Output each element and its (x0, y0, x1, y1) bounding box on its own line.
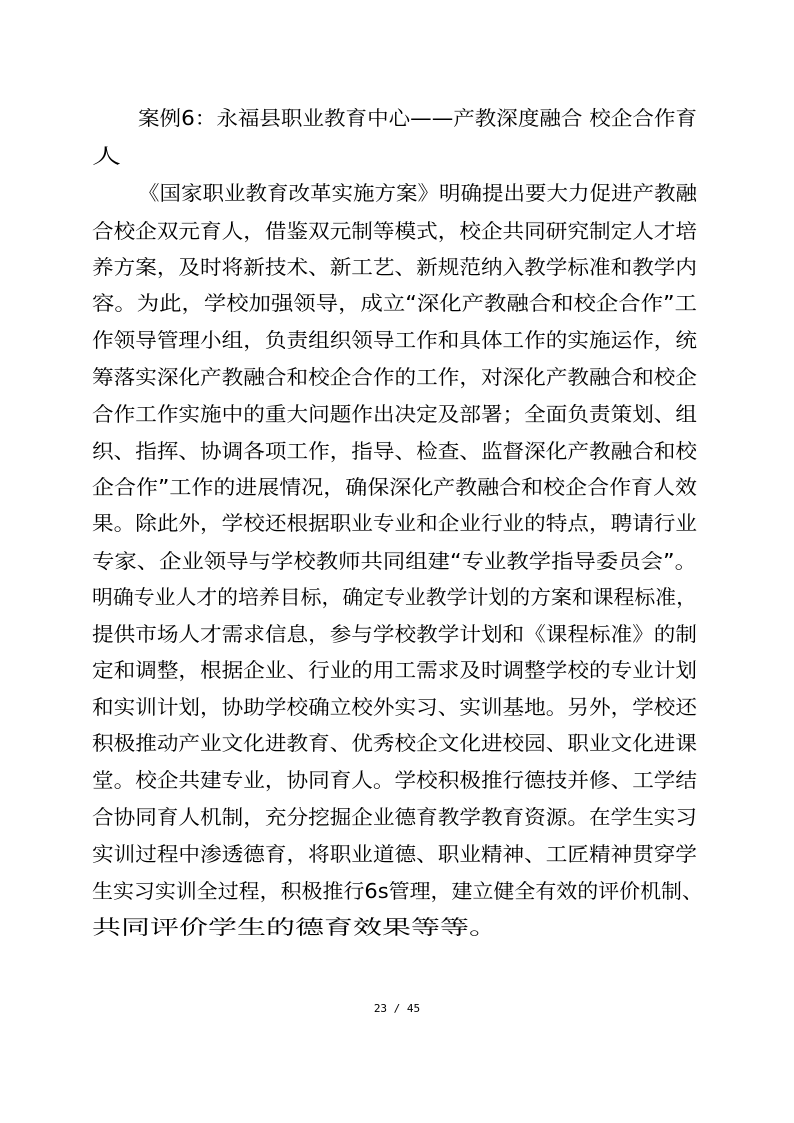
document-body-line (0, 544, 794, 578)
line-text: 养方案，及时将新技术、新工艺、新规范纳入教学标准和教学内 (92, 255, 698, 279)
document-body-line (0, 690, 794, 724)
line-text: 和实训计划，协助学校确立校外实习、实训基地。另外，学校还 (92, 695, 698, 719)
document-body-line (0, 214, 794, 248)
document-heading-line (0, 101, 794, 135)
line-text: 筹落实深化产教融合和校企合作的工作，对深化产教融合和校企 (92, 365, 698, 389)
line-text: 明确专业人才的培养目标，确定专业教学计划的方案和课程标准， (92, 585, 697, 609)
document-body-line (0, 360, 794, 394)
line-text: 案例6：永福县职业教育中心——产教深度融合 校企合作育 (138, 106, 698, 130)
document-body-line (0, 653, 794, 687)
document-body-line (0, 176, 794, 210)
line-text: 实训过程中渗透德育，将职业道德、职业精神、工匠精神贯穿学 (92, 842, 698, 866)
document-body-line (0, 580, 794, 614)
line-text: 人 (92, 144, 121, 168)
line-text: 定和调整，根据企业、行业的用工需求及时调整学校的专业计划 (92, 658, 698, 682)
line-text: 作领导管理小组，负责组织领导工作和具体工作的实施运作，统 (92, 328, 698, 352)
document-body-line (0, 617, 794, 651)
document-body-line (0, 434, 794, 468)
document-body-line (0, 286, 794, 320)
document-body-line (0, 837, 794, 871)
line-text: 《国家职业教育改革实施方案》明确提出要大力促进产教融 (138, 181, 697, 205)
line-text: 合作工作实施中的重大问题作出决定及部署；全面负责策划、组 (92, 402, 698, 426)
line-text: 果。除此外，学校还根据职业专业和企业行业的特点，聘请行业 (92, 511, 698, 535)
document-body-line (0, 874, 794, 908)
line-text: 提供市场人才需求信息，参与学校教学计划和《课程标准》的制 (92, 622, 698, 646)
line-text: 专家、企业领导与学校教师共同组建“专业教学指导委员会”。 (92, 549, 697, 573)
document-body-line (0, 397, 794, 431)
document-body-line (0, 763, 794, 797)
line-text: 容。为此，学校加强领导，成立“深化产教融合和校企合作”工 (92, 291, 697, 315)
line-text: 堂。校企共建专业，协同育人。学校积极推行德技并修、工学结 (92, 768, 698, 792)
line-text: 合校企双元育人，借鉴双元制等模式，校企共同研究制定人才培 (92, 219, 698, 243)
document-heading-line (0, 139, 794, 173)
document-body-line (0, 800, 794, 834)
line-text: 积极推动产业文化进教育、优秀校企文化进校园、职业文化进课 (92, 731, 698, 755)
line-text: 织、指挥、协调各项工作，指导、检查、监督深化产教融合和校 (92, 439, 698, 463)
document-body-line (0, 726, 794, 760)
line-text: 生实习实训全过程，积极推行6s管理，建立健全有效的评价机制、 (92, 879, 703, 903)
document-body-line (0, 323, 794, 357)
document-body-line (0, 506, 794, 540)
document-body-line (0, 910, 794, 944)
line-text: 合协同育人机制，充分挖掘企业德育教学教育资源。在学生实习 (92, 805, 698, 829)
document-body-line (0, 250, 794, 284)
page-number: 23 / 45 (373, 1002, 421, 1015)
line-text: 企合作”工作的进展情况，确保深化产教融合和校企合作育人效 (92, 475, 698, 499)
document-body-line (0, 470, 794, 504)
line-text: 共同评价学生的德育效果等等。 (92, 915, 498, 939)
